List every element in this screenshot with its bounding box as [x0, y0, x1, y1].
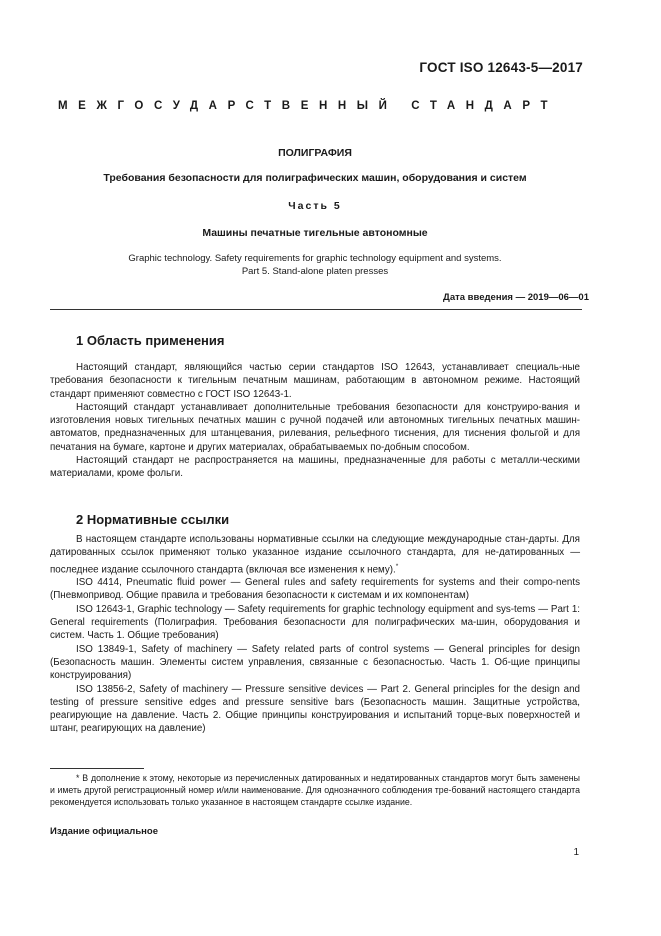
part-label: Часть 5: [288, 200, 342, 212]
reference-item: ISO 13849-1, Safety of machinery — Safety related parts of control systems — General principles for design (Безопасность машин. Элементы систем управления, связанные с безопасностью. Часть 1. Об-щие принципы конструирования): [50, 643, 580, 682]
section-2-intro: [50, 533, 580, 576]
section-2-body: [50, 533, 580, 736]
section-1-paragraph: Настоящий стандарт устанавливает дополнительные требования безопасности для конструиро-вания и изготовления новых тигельных печатных машин с ручной подачей или автономных тигельных печатных машин-автоматов, предназначенных для штанцевания, рилевания, рельефного тиснения, для тиснения фольгой и для печатания на бумаге, картоне и других материалах, обрабатываемых по-добным способом.: [50, 401, 580, 453]
reference-item: ISO 13856-2, Safety of machinery — Pressure sensitive devices — Part 2. General principles for the design and testing of pressure sensitive edges and pressure sensitive bars (Безопасность машин. Защитные устройства, реагирующие на давление. Часть 2. Общие принципы конструирования и испытаний торце-вых поверхностей и штанг, реагирующих на давление): [50, 683, 580, 735]
english-title-line-1: Graphic technology. Safety requirements for graphic technology equipment and systems.: [128, 253, 502, 264]
reference-item: ISO 4414, Pneumatic fluid power — General rules and safety requirements for systems and their compo-nents (Пневмопривод. Общие правила и требования безопасности к системам и их компонентам): [50, 577, 580, 602]
footnote-divider: [50, 768, 144, 769]
standard-type: МЕЖГОСУДАРСТВЕННЫЙ СТАНДАРТ: [58, 100, 559, 112]
footnote-marker[interactable]: *: [395, 562, 399, 570]
english-title: [50, 252, 580, 278]
section-2-intro-text: В настоящем стандарте использованы нормативные ссылки на следующие международные стан-дарты. Для датированных ссылок применяют только указанное издание ссылочного стандарта, для не-датированных — последнее издание ссылочного стандарта (включая все изменения к нему).: [50, 534, 580, 575]
page-number: 1: [573, 847, 579, 858]
part-title: Машины печатные тигельные автономные: [202, 227, 428, 239]
section-2-heading: 2 Нормативные ссылки: [76, 512, 230, 527]
section-1-paragraph: Настоящий стандарт не распространяется на машины, предназначенные для работы с металли-ческими материалами, кроме фольги.: [50, 455, 580, 480]
footnote-text: * В дополнение к этому, некоторые из перечисленных датированных и недатированных стандартов могут быть заменены и иметь другой регистрационный номер и/или наименование. Для однозначного соблюдения тре-бований настоящего стандарта рекомендуется использовать только указанное в настоящем стандарте ссылке издание.: [50, 773, 580, 808]
introduction-date: Дата введения — 2019—06—01: [443, 292, 589, 303]
document-number: ГОСТ ISO 12643-5—2017: [419, 60, 583, 75]
section-1-body: [50, 361, 580, 481]
edition-label: Издание официальное: [50, 826, 158, 837]
document-title: ПОЛИГРАФИЯ: [278, 147, 352, 159]
document-subtitle: Требования безопасности для полиграфических машин, оборудования и систем: [103, 172, 527, 184]
header-divider: [50, 309, 582, 310]
section-1-heading: 1 Область применения: [76, 333, 225, 348]
reference-item: ISO 12643-1, Graphic technology — Safety requirements for graphic technology equipment and sys-tems — Part 1: General requirements (Полиграфия. Требования безопасности для полиграфических ма-шин, оборудования и систем. Часть 1. Общие требования): [50, 603, 580, 642]
section-1-paragraph: Настоящий стандарт, являющийся частью серии стандартов ISO 12643, устанавливает специаль-ные требования безопасности к тигельным печатным машинам, работающим в автономном режиме. Настоящий стандарт применяют совместно с ГОСТ ISO 12643-1.: [50, 362, 580, 400]
english-title-line-2: Part 5. Stand-alone platen presses: [241, 266, 389, 277]
footnote: [50, 772, 580, 809]
